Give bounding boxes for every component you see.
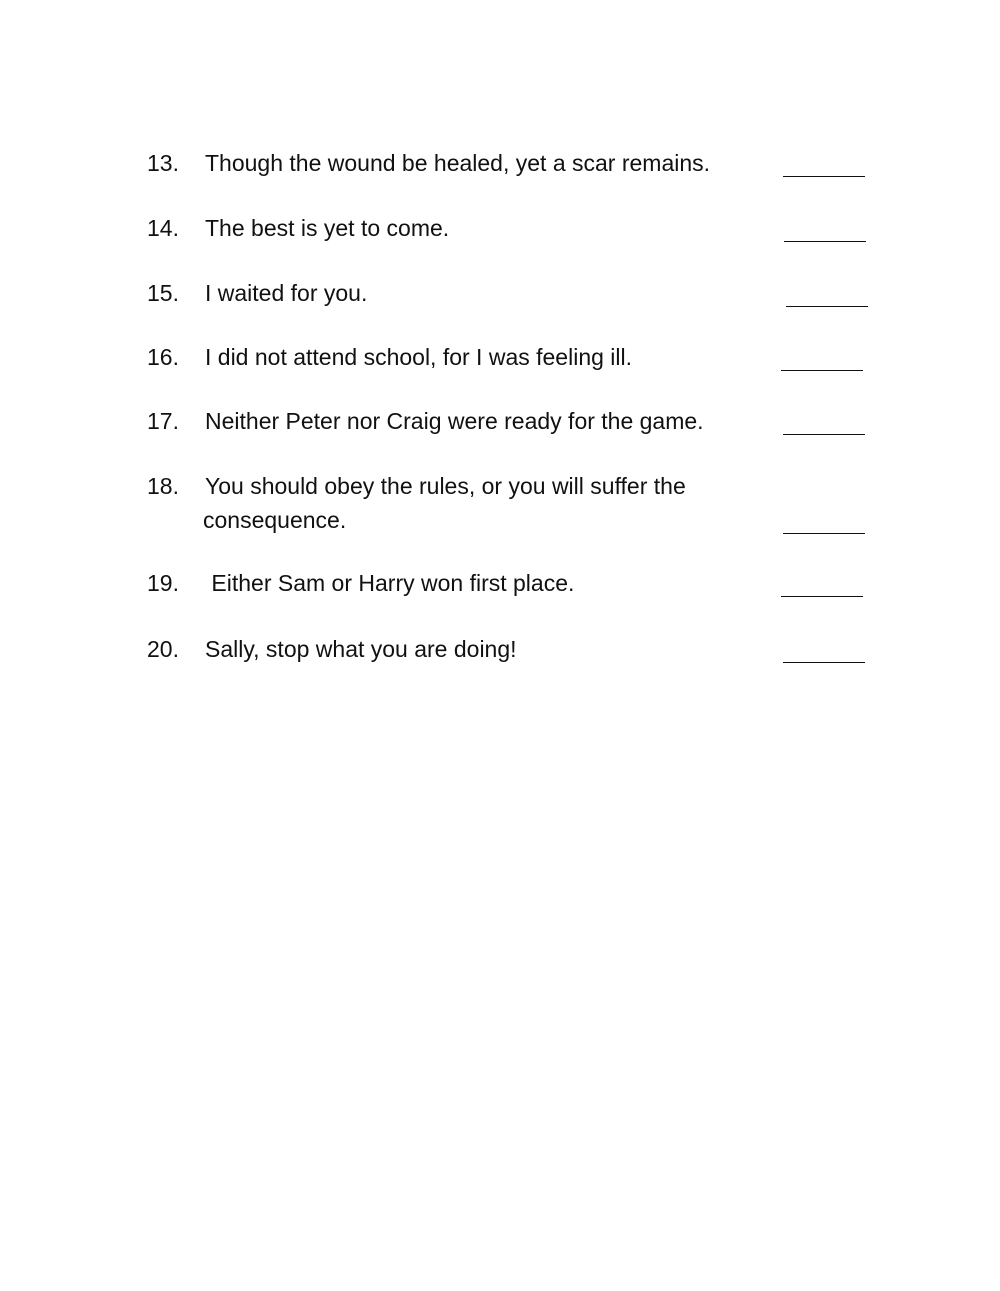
question-number: 20. [147,636,179,662]
answer-blank[interactable] [783,146,865,180]
question-text: I waited for you. [205,280,368,306]
question-number: 16. [147,344,179,370]
answer-blank[interactable] [783,632,865,666]
question-text: I did not attend school, for I was feeling ill. [205,344,633,370]
question-number: 17. [147,408,179,434]
question-number: 14. [147,215,179,241]
answer-blank[interactable] [781,566,863,600]
question-number: 18. [147,473,179,499]
question-text: You should obey the rules, or you will suffer the [205,473,686,499]
question-text: Either Sam or Harry won first place. [205,570,575,596]
question-text: Sally, stop what you are doing! [205,636,517,662]
question-text: The best is yet to come. [205,215,450,241]
answer-blank[interactable] [781,340,863,374]
question-number: 15. [147,280,179,306]
question-text-continued: consequence. [203,507,347,533]
question-text: Neither Peter nor Craig were ready for the game. [205,408,704,434]
answer-blank[interactable] [786,276,868,310]
answer-blank[interactable] [784,211,866,245]
question-number: 19. [147,570,179,596]
answer-blank[interactable] [783,503,865,537]
answer-blank[interactable] [783,404,865,438]
question-number: 13. [147,150,179,176]
question-text: Though the wound be healed, yet a scar remains. [205,150,711,176]
